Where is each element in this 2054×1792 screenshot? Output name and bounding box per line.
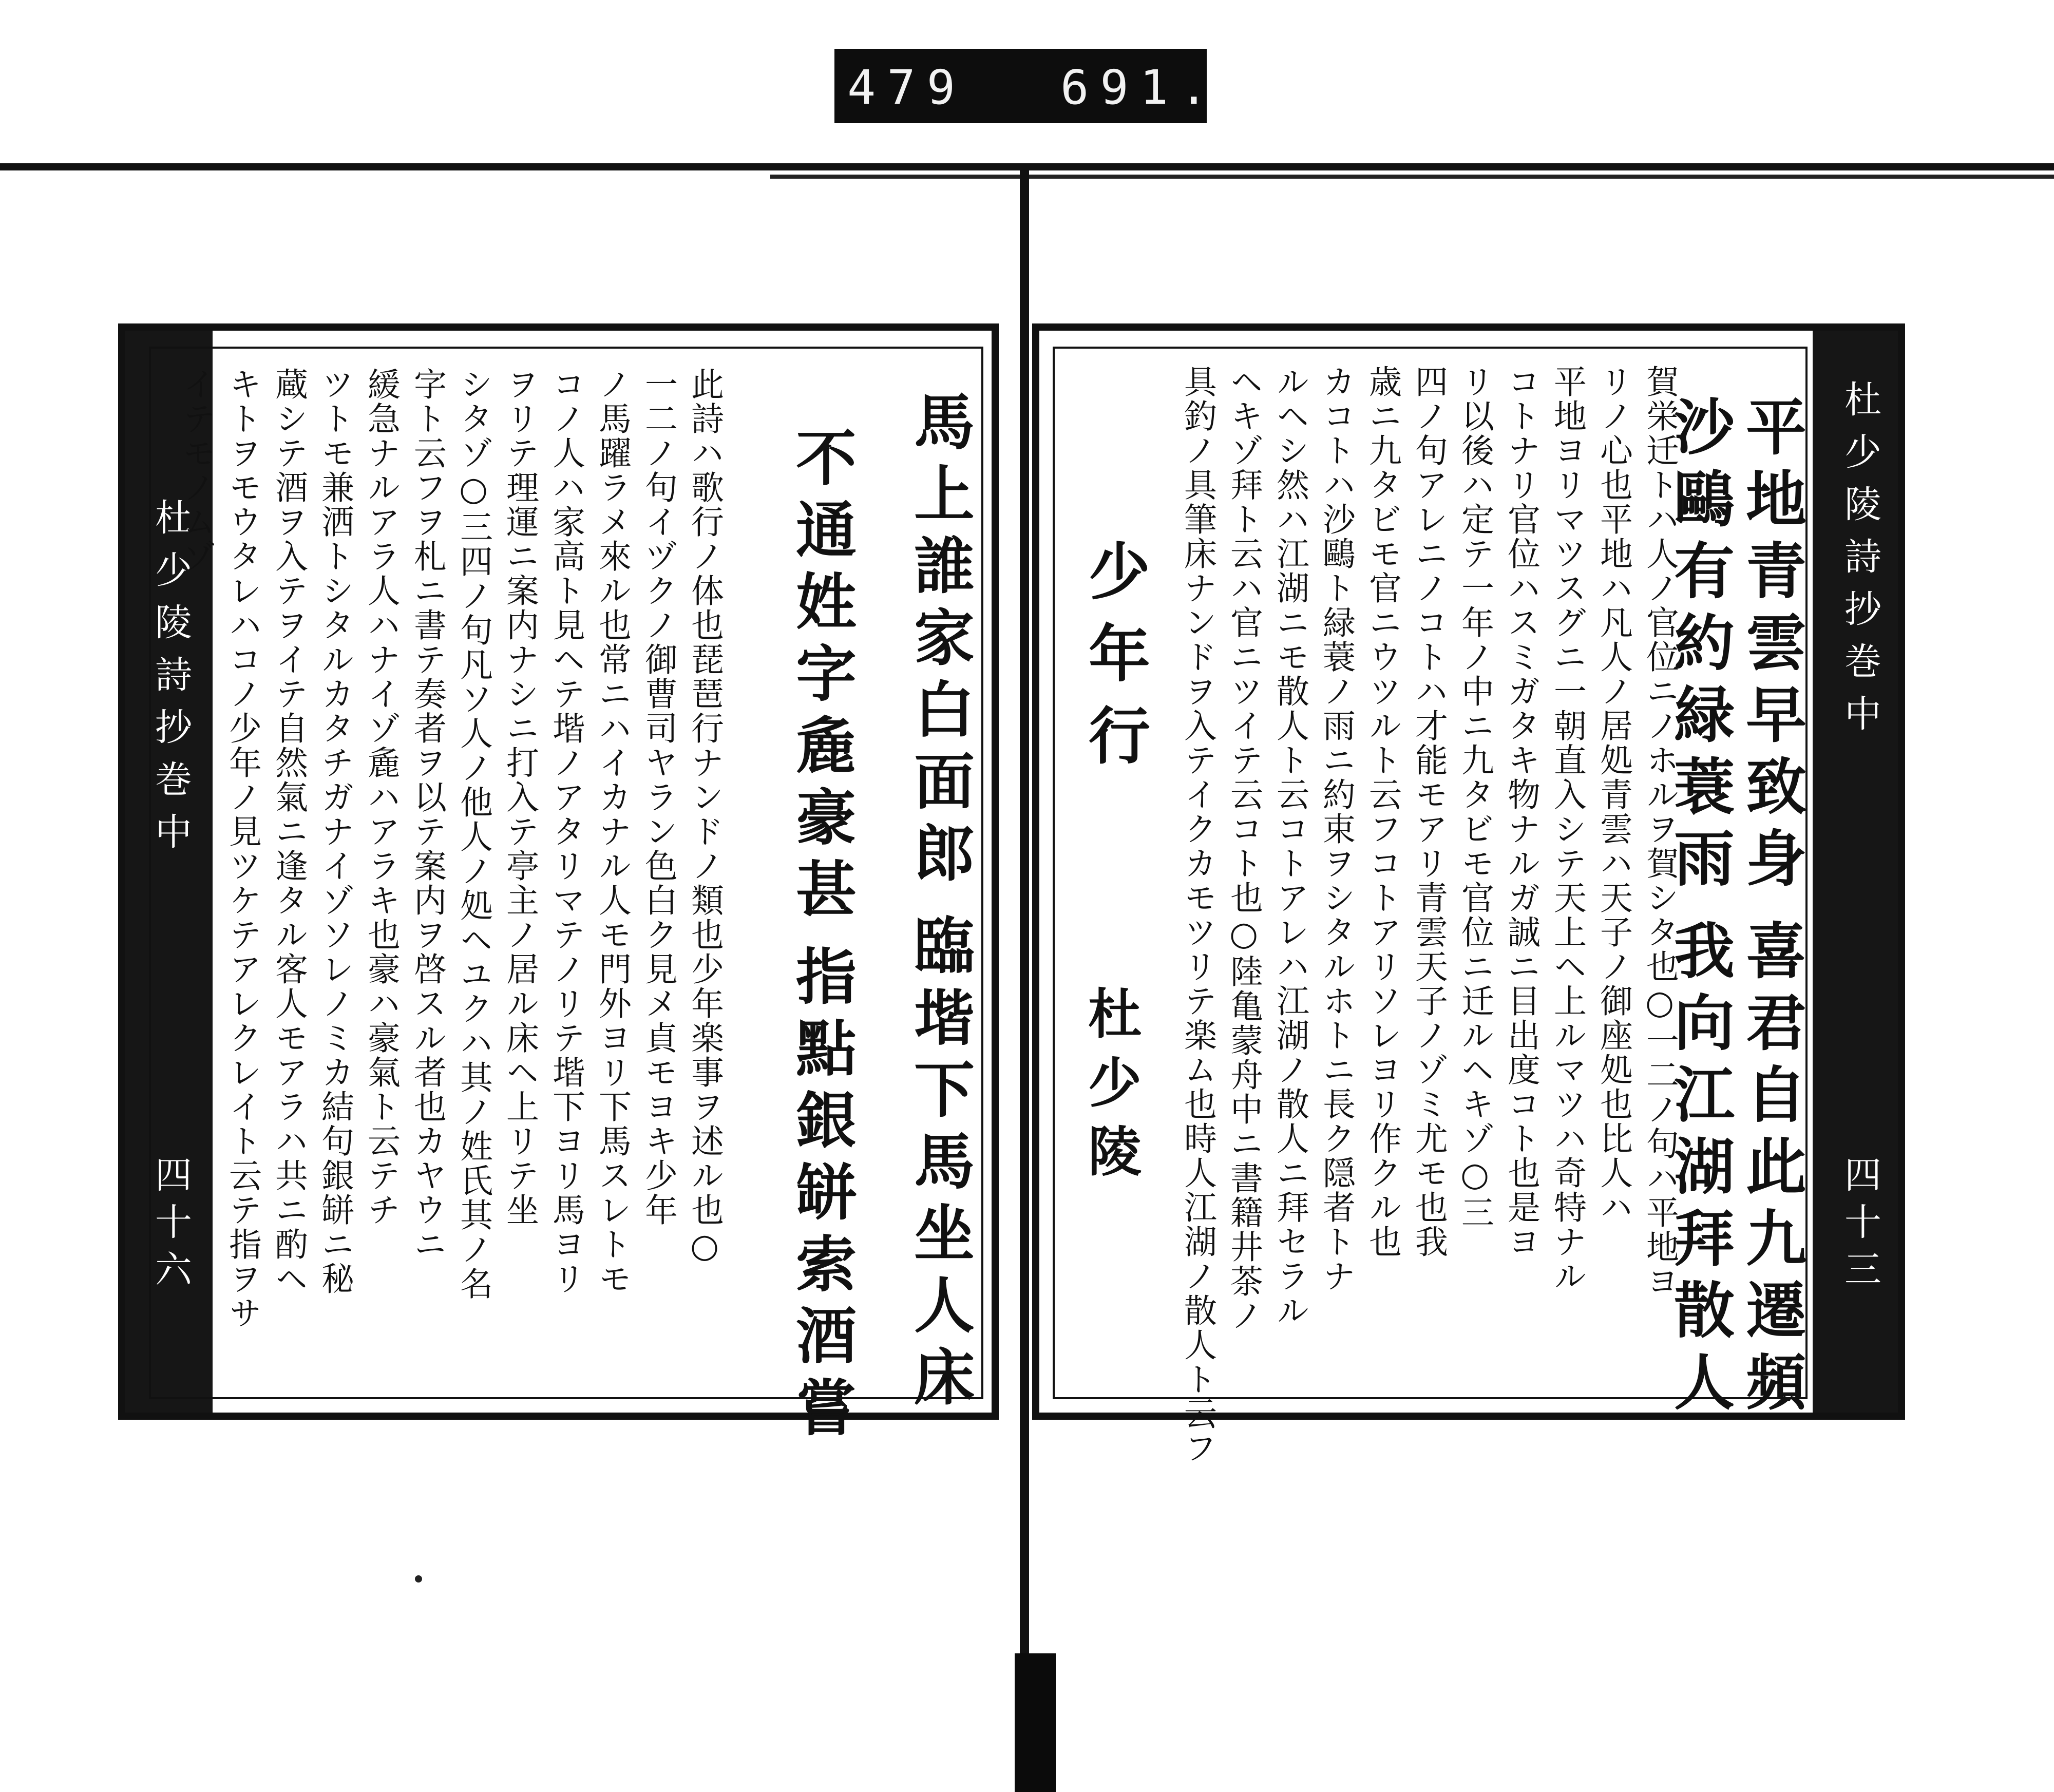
left-commentary-line-3: ノ馬躍ラメ來ル也常ニハイカナル人モ門外ヨリ下馬スレトモ	[593, 367, 631, 1296]
right-commentary-line-8: カコトハ沙鷗ト緑蓑ノ雨ニ約束ヲシタルホトニ長ク隠者トナ	[1317, 365, 1355, 1293]
archive-number-left: 479	[847, 60, 967, 115]
archive-number-label	[834, 49, 1220, 123]
left-page-header: 杜少陵詩抄巻中	[149, 498, 192, 865]
left-poem-line-3: 不通姓字麁豪甚	[786, 426, 857, 929]
left-commentary-line-2: 一二ノ句イヅクノ御曹司ヤラン色白ク見メ貞モヨキ少年	[639, 367, 677, 1227]
left-commentary-line-7: 字ト云フヲ札ニ書テ奏者ヲ以テ案内ヲ啓スル者也カヤウニ	[408, 367, 446, 1262]
right-poem-line-4: 我向江湖拜散人	[1664, 919, 1735, 1422]
right-commentary-line-11: 具釣ノ具筆床ナンドヲ入テイクカモツリテ楽ム也時人江湖ノ散人ト云フ	[1178, 365, 1216, 1465]
right-poem2-title: 少年行	[1078, 539, 1151, 786]
left-commentary-line-8: 緩急ナルアラ人ハナイゾ麁ハアラキ也豪ハ豪氣ト云テチ	[362, 367, 400, 1227]
right-page	[1032, 323, 1905, 1465]
left-page-folio: 四十六	[149, 1155, 192, 1297]
book-spine-foot	[1015, 1653, 1056, 1792]
right-commentary-line-1: 賀栄迁トハ人ノ官位ニノホルヲ賀シタ也○一二ノ句ハ平地ヨ	[1641, 365, 1679, 1299]
right-commentary-line-5: リ以後ハ定テ一年ノ中ニ九タビモ官位ニ迁ルヘキゾ○三	[1456, 365, 1494, 1230]
left-commentary-line-5: ヲリテ理運ニ案内ナシニ打入テ亭主ノ居ル床ヘ上リテ坐	[501, 367, 539, 1227]
left-poem-line-1: 馬上誰家白面郎	[904, 390, 975, 893]
left-commentary-line-12: イテモノムゾ	[177, 367, 215, 574]
right-page-header: 杜少陵詩抄巻中	[1838, 380, 1881, 747]
right-commentary-line-7: 歳ニ九タビモ官ニウツルト云フコトアリソレヨリ作クル也	[1363, 365, 1401, 1259]
left-page	[98, 323, 1009, 1448]
left-commentary-line-6: シタゾ○三四ノ句凡ソ人ノ他人ノ処ヘユクハ其ノ姓氏其ノ名	[454, 367, 492, 1301]
left-commentary-line-10: 蔵シテ酒ヲ入テヲイテ自然氣ニ逢タル客人モアラハ共ニ酌ヘ	[270, 367, 308, 1296]
right-commentary-line-4: コトナリ官位ハスミガタキ物ナルガ誠ニ目出度コト也是ヨ	[1502, 365, 1540, 1259]
right-poem-line-2: 沙鷗有約緑蓑雨	[1664, 395, 1735, 899]
scan-edge-line-secondary	[770, 175, 2054, 179]
left-commentary-line-4: コノ人ハ家高ト見ヘテ堦ノアタリマテノリテ堦下ヨリ馬ヨリ	[547, 367, 585, 1296]
left-commentary-line-11: キトヲモウタレハコノ少年ノ見ツケテアレクレイト云テ指ヲサ	[223, 367, 261, 1330]
right-poem2-author: 杜少陵	[1079, 986, 1142, 1192]
left-commentary-line-1: 此詩ハ歌行ノ体也琵琶行ナンドノ類也少年楽事ヲ述ル也○	[686, 367, 724, 1267]
scan-speck	[415, 1575, 422, 1583]
right-poem-line-1: 平地青雲早致身	[1736, 395, 1807, 899]
right-poem-line-3: 喜君自此九遷頻	[1736, 919, 1807, 1422]
right-commentary-line-2: リノ心也平地ハ凡人ノ居処青雲ハ天子ノ御座処也比人ハ	[1594, 365, 1632, 1225]
left-poem-line-4: 指點銀缾索酒嘗	[786, 945, 857, 1448]
right-page-folio: 四十三	[1838, 1155, 1881, 1297]
right-commentary-line-10: ヘキゾ拜ト云ハ官ニツイテ云コト也○陸亀蒙舟中ニ書籍井茶ノ	[1225, 365, 1263, 1333]
right-commentary-line-6: 四ノ句アレニノコトハ才能モアリ青雲天子ノゾミ尤モ也我	[1410, 365, 1448, 1259]
right-commentary-line-3: 平地ヨリマツスグニ一朝直入シテ天上ヘ上ルマツハ奇特ナル	[1548, 365, 1586, 1293]
right-commentary-line-9: ルヘシ然ハ江湖ニモ散人ト云コトアレハ江湖ノ散人ニ拜セラル	[1271, 365, 1309, 1328]
archive-number-right: 691.	[1060, 60, 1220, 115]
left-commentary-line-9: ツトモ兼洒トシタルカタチガナイゾソレノミカ結句銀缾ニ秘	[316, 367, 354, 1296]
left-poem-line-2: 臨堦下馬坐人床	[904, 914, 975, 1417]
book-spine	[1020, 169, 1029, 1792]
